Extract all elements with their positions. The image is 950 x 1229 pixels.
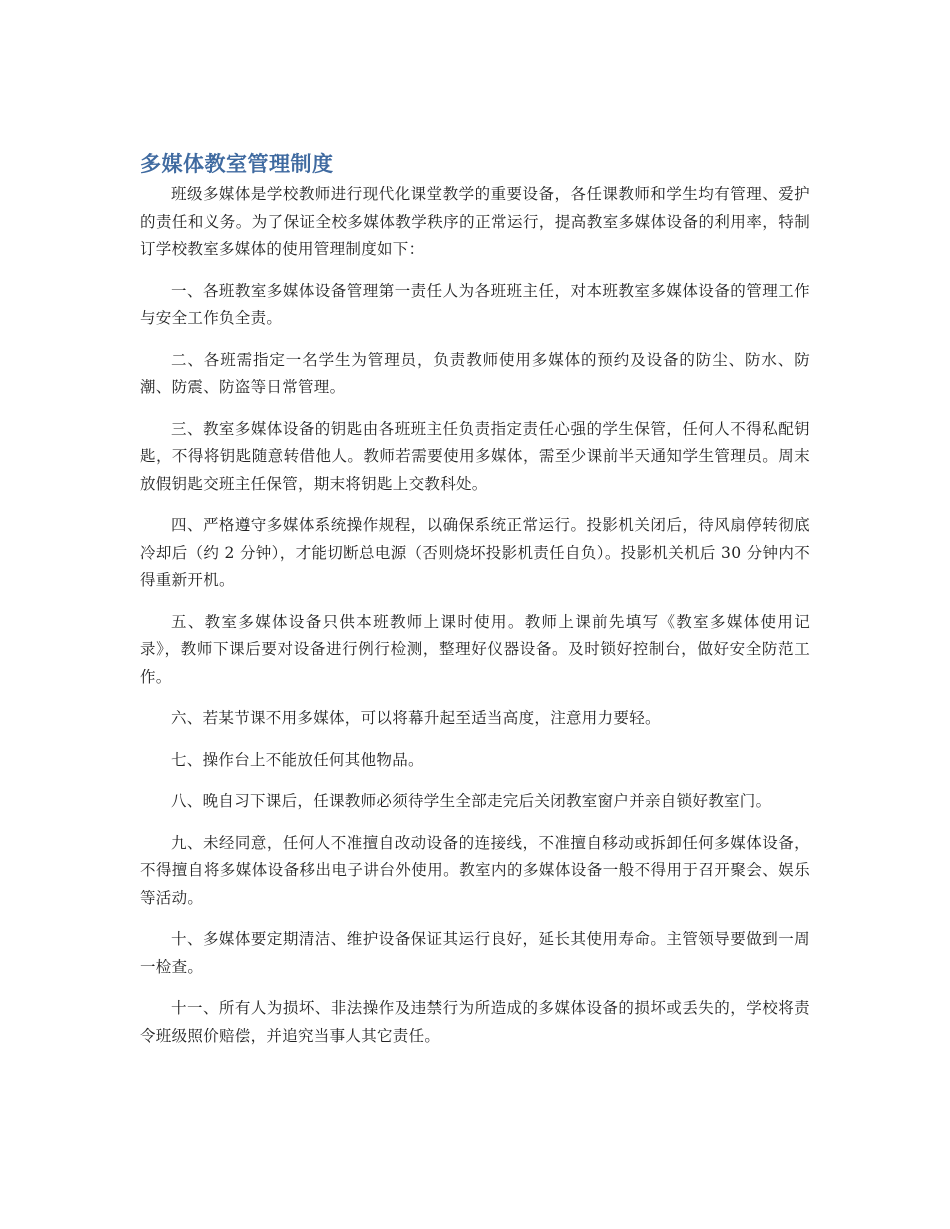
rule-paragraph-6: 六、若某节课不用多媒体，可以将幕升起至适当高度，注意用力要轻。 xyxy=(171,709,661,727)
document-title: 多媒体教室管理制度 xyxy=(140,152,334,176)
rule-paragraph-4: 四、严格遵守多媒体系统操作规程，以确保系统正常运行。投影机关闭后，待风扇停转彻底冷却后（约 2 分钟），才能切断总电源（否则烧坏投影机责任自负）。投影机关机后 30 分钟内不得重新开机。 xyxy=(140,516,810,589)
rule-paragraph-11: 十一、所有人为损坏、非法操作及违禁行为所造成的多媒体设备的损坏或丢失的，学校将责令班级照价赔偿，并追究当事人其它责任。 xyxy=(140,999,810,1045)
rule-paragraph-9: 九、未经同意，任何人不准擅自改动设备的连接线，不准擅自移动或拆卸任何多媒体设备，不得擅自将多媒体设备移出电子讲台外使用。教室内的多媒体设备一般不得用于召开聚会、娱乐等活动。 xyxy=(140,833,810,907)
rule-paragraph-5: 五、教室多媒体设备只供本班教师上课时使用。教师上课前先填写《教室多媒体使用记录》，教师下课后要对设备进行例行检测，整理好仪器设备。及时锁好控制台，做好安全防范工作。 xyxy=(140,612,810,686)
rule-paragraph-10: 十、多媒体要定期清洁、维护设备保证其运行良好，延长其使用寿命。主管领导要做到一周一检查。 xyxy=(140,930,810,976)
rule-paragraph-2: 二、各班需指定一名学生为管理员，负责教师使用多媒体的预约及设备的防尘、防水、防潮、防震、防盗等日常管理。 xyxy=(140,350,810,396)
document-page xyxy=(140,150,810,1064)
rule-paragraph-7: 七、操作台上不能放任何其他物品。 xyxy=(171,750,424,769)
rule-paragraph-1: 一、各班教室多媒体设备管理第一责任人为各班班主任，对本班教室多媒体设备的管理工作与安全工作负全责。 xyxy=(140,281,810,327)
intro-paragraph: 班级多媒体是学校教师进行现代化课堂教学的重要设备，各任课教师和学生均有管理、爱护的责任和义务。为了保证全校多媒体教学秩序的正常运行，提高教室多媒体设备的利用率，特制订学校教室多媒体的使用管理制度如下： xyxy=(140,185,810,258)
rule-paragraph-8: 八、晚自习下课后，任课教师必须待学生全部走完后关闭教室窗户并亲自锁好教室门。 xyxy=(171,792,772,810)
rule-paragraph-3: 三、教室多媒体设备的钥匙由各班班主任负责指定责任心强的学生保管，任何人不得私配钥匙，不得将钥匙随意转借他人。教师若需要使用多媒体，需至少课前半天通知学生管理员。周末放假钥匙交班主任保管，期末将钥匙上交教科处。 xyxy=(140,419,810,493)
